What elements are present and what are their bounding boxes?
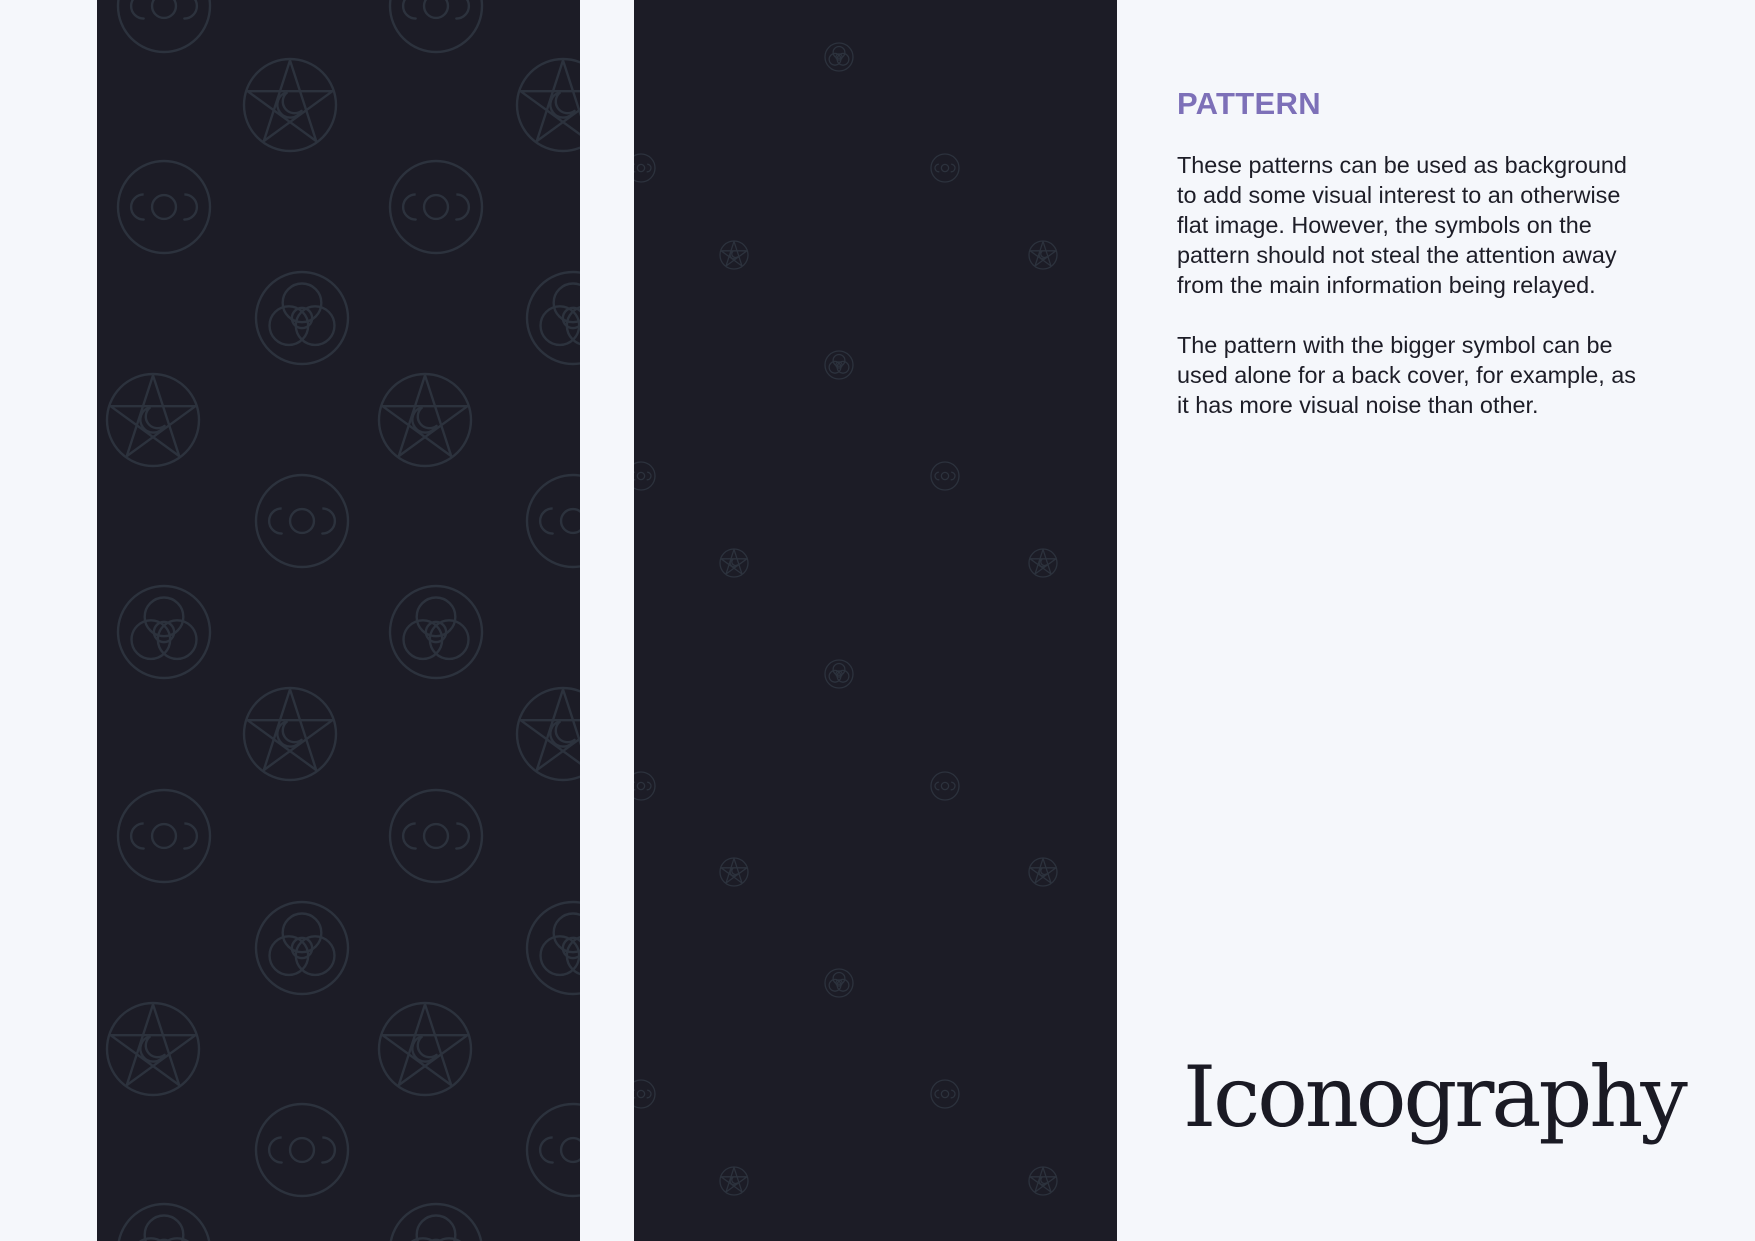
pattern-description [1177, 86, 1677, 450]
pentacle-icon [1029, 1167, 1057, 1195]
description-paragraph-2: The pattern with the bigger symbol can be used alone for a back cover, for example, as it has more visual noise than other. [1177, 332, 1636, 418]
triquetra-icon [527, 902, 580, 994]
small-symbol-pattern [634, 0, 1117, 1241]
triple-moon-icon [118, 161, 210, 253]
triple-moon-icon [390, 790, 482, 882]
large-symbol-pattern [97, 0, 580, 1241]
triquetra-icon [390, 1204, 482, 1241]
triple-moon-icon [931, 1080, 959, 1108]
pentacle-icon [244, 59, 336, 151]
triquetra-icon [118, 586, 210, 678]
triquetra-icon [390, 586, 482, 678]
pentacle-icon [1029, 549, 1057, 577]
large-symbol-pattern-panel [97, 0, 580, 1241]
triple-moon-icon [390, 0, 482, 52]
pentacle-icon [517, 59, 580, 151]
iconography-wordmark: Iconography [1183, 1048, 1685, 1146]
pentacle-icon [107, 1003, 199, 1095]
triple-moon-icon [256, 475, 348, 567]
triple-moon-icon [527, 1104, 580, 1196]
pentacle-icon [107, 374, 199, 466]
pentacle-icon [517, 688, 580, 780]
triple-moon-icon [931, 462, 959, 490]
triple-moon-icon [390, 161, 482, 253]
triquetra-icon [825, 660, 853, 688]
section-title: PATTERN [1177, 86, 1321, 121]
triquetra-icon [118, 1204, 210, 1241]
triple-moon-icon [634, 1080, 655, 1108]
small-symbol-pattern-panel [634, 0, 1117, 1241]
triple-moon-icon [634, 154, 655, 182]
pentacle-icon [1029, 241, 1057, 269]
triple-moon-icon [527, 475, 580, 567]
triple-moon-icon [256, 1104, 348, 1196]
triple-moon-icon [634, 772, 655, 800]
triquetra-icon [256, 902, 348, 994]
triple-moon-icon [118, 790, 210, 882]
pentacle-icon [379, 1003, 471, 1095]
pentacle-icon [379, 374, 471, 466]
pentacle-icon [1029, 858, 1057, 886]
triquetra-icon [825, 969, 853, 997]
triple-moon-icon [931, 772, 959, 800]
triquetra-icon [256, 272, 348, 364]
pentacle-icon [720, 241, 748, 269]
description-paragraph-1: These patterns can be used as background to add some visual interest to an otherwise flat image. However, the symbols on the pattern should not steal the attention away from the main information being relayed. [1177, 152, 1627, 298]
triple-moon-icon [634, 462, 655, 490]
triquetra-icon [825, 43, 853, 71]
triple-moon-icon [118, 0, 210, 52]
triquetra-icon [825, 351, 853, 379]
pentacle-icon [244, 688, 336, 780]
pentacle-icon [720, 549, 748, 577]
pentacle-icon [720, 1167, 748, 1195]
triquetra-icon [527, 272, 580, 364]
triple-moon-icon [931, 154, 959, 182]
pentacle-icon [720, 858, 748, 886]
